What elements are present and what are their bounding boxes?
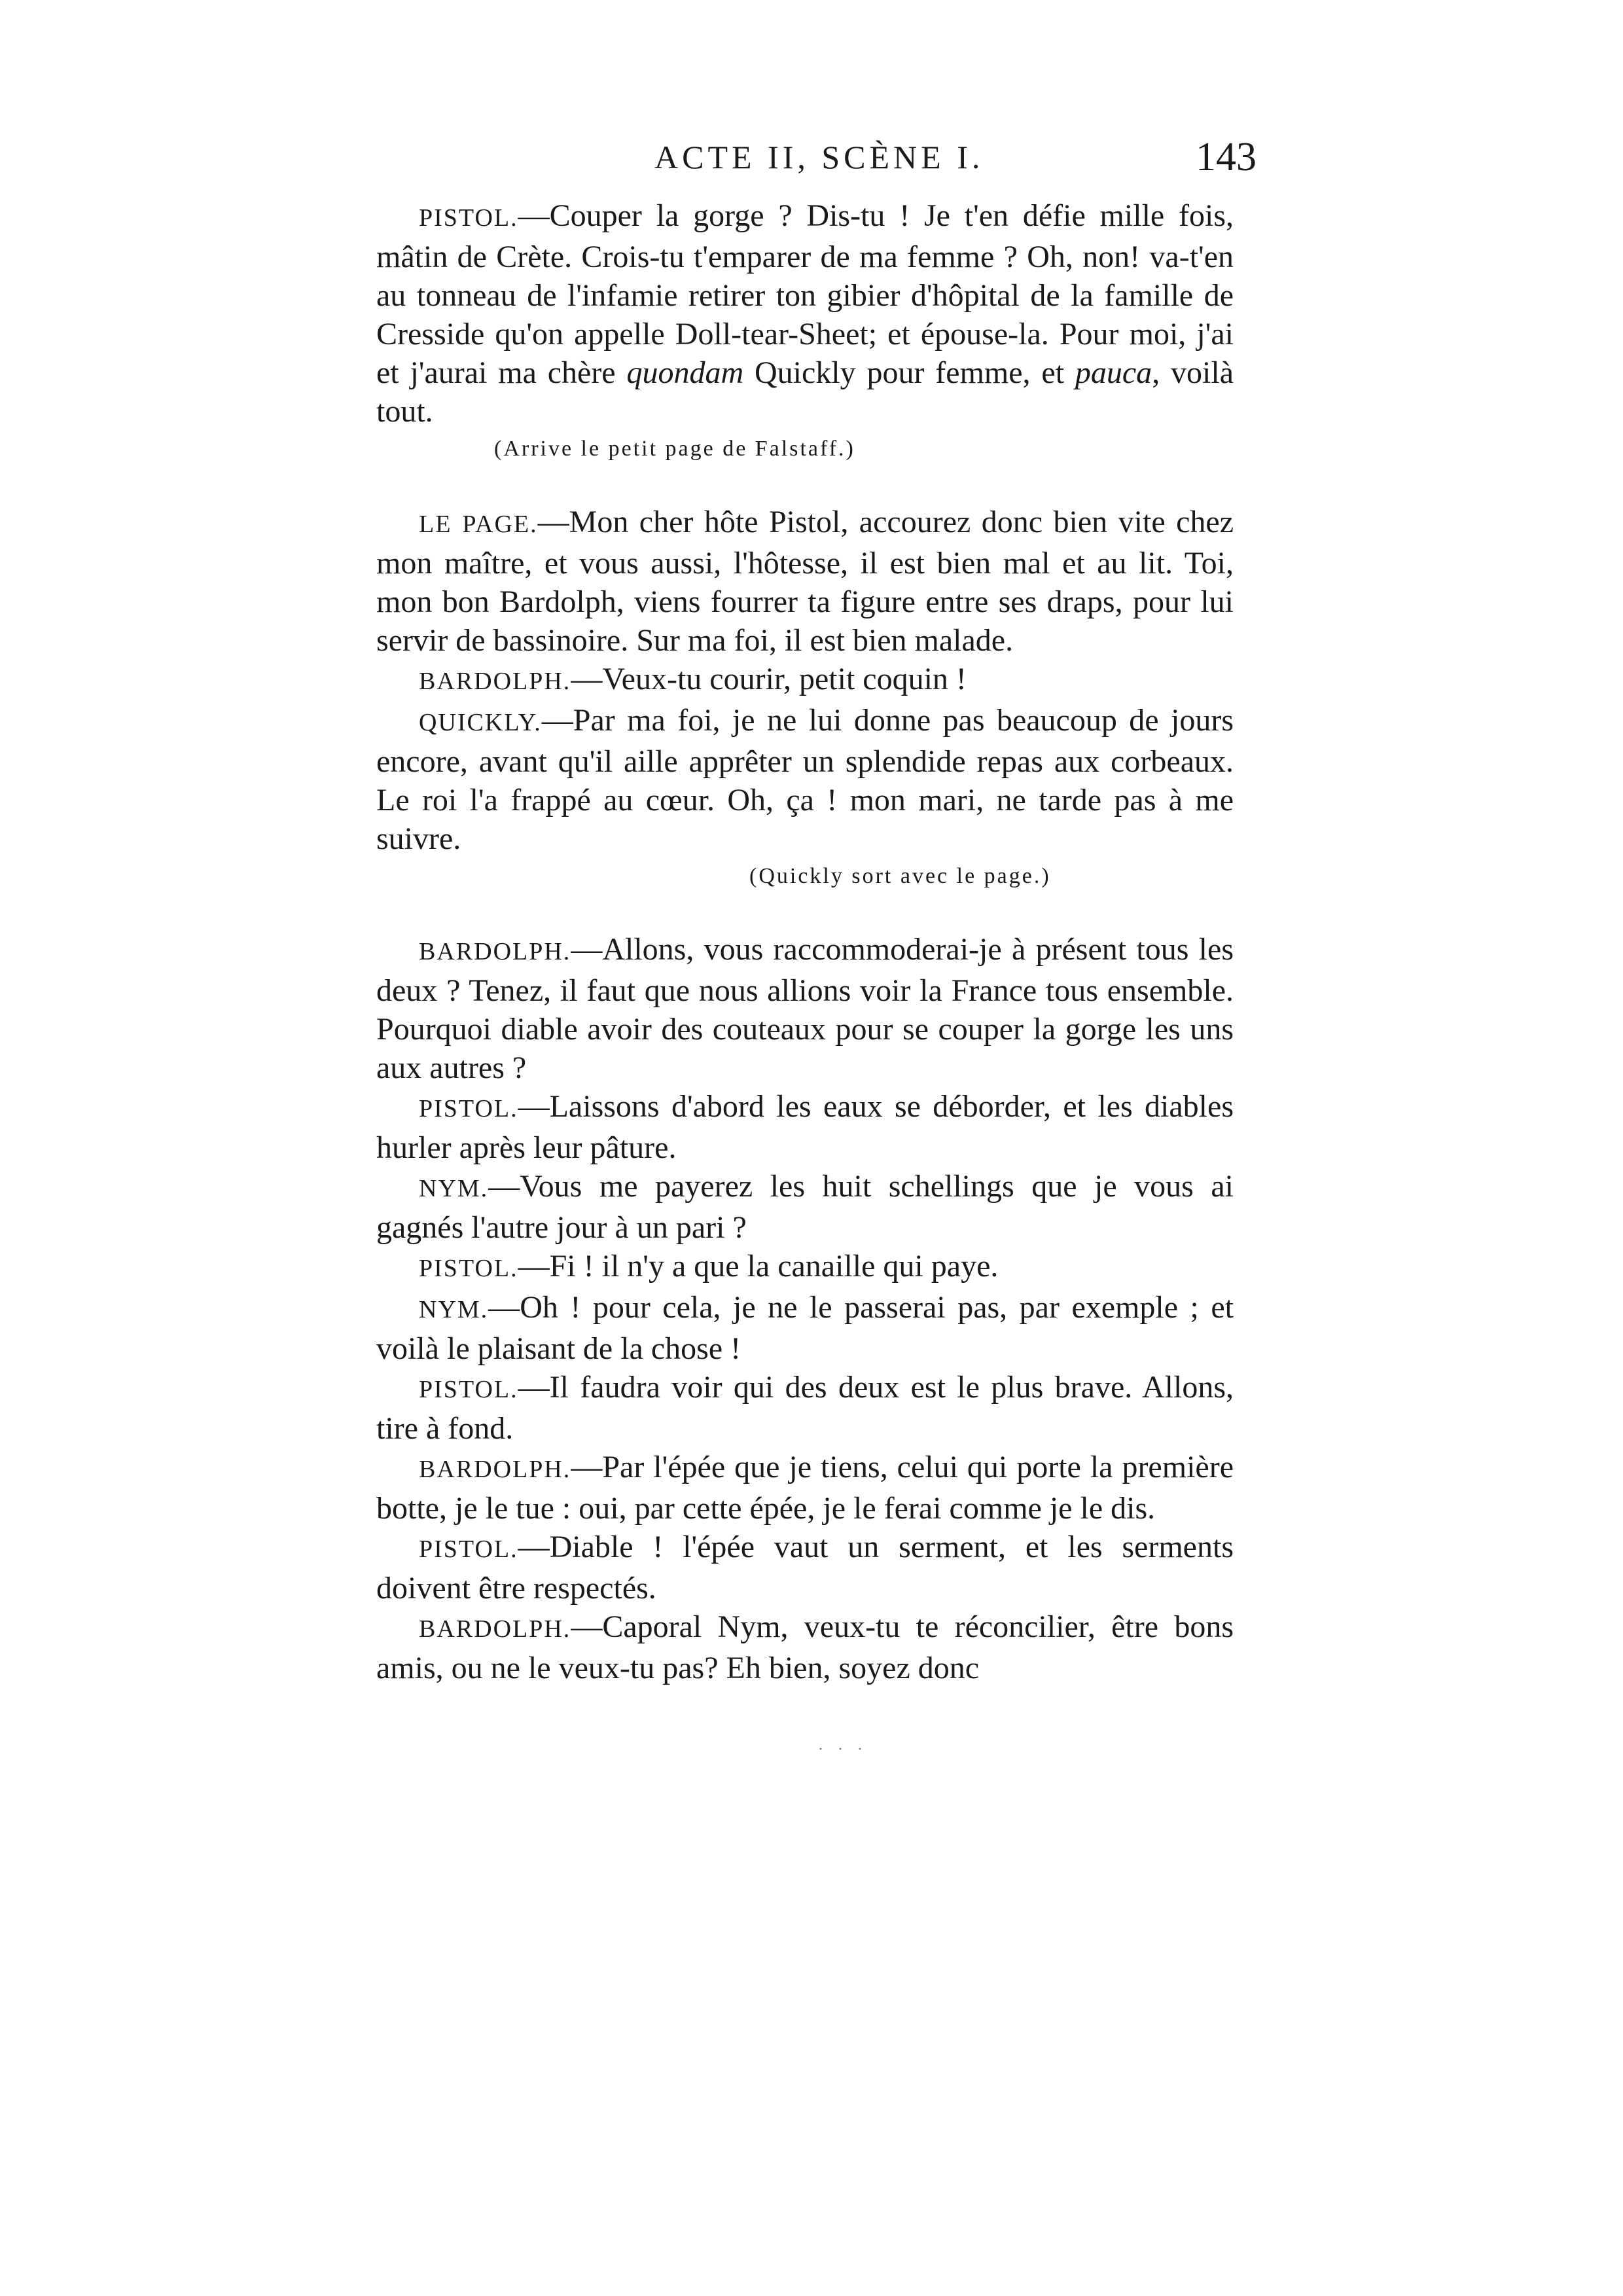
speaker-name: PISTOL. <box>419 1376 518 1403</box>
printer-mark: · · · <box>818 1741 868 1758</box>
speech-text: Mon cher hôte Pistol, accourez donc bien vite chez mon maître, et vous aussi, l'hôtesse, il est bien mal et au lit. Toi, mon bon Bardolph, viens fourrer ta figure entre ses draps, pour lui servir de bassinoire. Sur ma foi, il est bien malade. <box>376 505 1234 658</box>
speech-text: Il faudra voir qui des deux est le plus brave. Allons, tire à fond. <box>376 1370 1234 1446</box>
speaker-name: PISTOL. <box>419 1535 518 1563</box>
page-header <box>654 131 1257 183</box>
speech-dash: — <box>518 198 550 233</box>
speech-text-continued: Quickly pour femme, et <box>743 355 1075 390</box>
speaker-name: BARDOLPH. <box>419 1615 571 1643</box>
speech-text: Caporal Nym, veux-tu te réconcilier, être bons amis, ou ne le veux-tu pas? Eh bien, soyez donc <box>376 1609 1234 1685</box>
speech-nym-1 <box>376 1167 1234 1247</box>
speech-dash: — <box>518 1370 550 1405</box>
speaker-name: PISTOL. <box>419 1255 518 1282</box>
speech-text: Oh ! pour cela, je ne le passerai pas, par exemple ; et voilà le plaisant de la chose ! <box>376 1290 1234 1366</box>
running-head: ACTE II, SCÈNE I. <box>654 139 984 175</box>
speech-pistol-3 <box>376 1247 1234 1288</box>
speech-pistol-1 <box>376 196 1234 431</box>
speech-dash: — <box>537 505 569 539</box>
speech-dash: — <box>571 662 603 696</box>
speech-page <box>376 503 1234 660</box>
stage-direction-quickly-exits: (Quickly sort avec le page.) <box>749 864 1051 888</box>
speech-dash: — <box>518 1089 550 1124</box>
speech-dash: — <box>571 1450 603 1484</box>
speech-dash: — <box>518 1530 550 1564</box>
speech-bardolph-4 <box>376 1607 1234 1687</box>
speaker-name: QUICKLY. <box>419 709 542 736</box>
speech-text: Couper la gorge ? Dis-tu ! Je t'en défie mille fois, mâtin de Crète. Crois-tu t'emparer de ma femme ? Oh, non! va-t'en au tonneau de l'infamie retirer ton gibier d'hôpital de la famille de Cresside qu'on appelle Doll-tear-Sheet; et épouse-la. Pour moi, j'ai et j'aurai ma chère <box>376 198 1234 390</box>
stage-direction-page-arrives: (Arrive le petit page de Falstaff.) <box>494 437 855 461</box>
speech-text: Fi ! il n'y a que la canaille qui paye. <box>549 1249 999 1283</box>
play-text <box>376 196 1234 1687</box>
speech-dash: — <box>488 1169 520 1204</box>
speech-pistol-2 <box>376 1087 1234 1167</box>
speech-nym-2 <box>376 1288 1234 1368</box>
speaker-name: NYM. <box>419 1296 489 1323</box>
speech-text: Vous me payerez les huit schellings que je vous ai gagnés l'autre jour à un pari ? <box>376 1169 1234 1245</box>
speech-dash: — <box>488 1290 520 1325</box>
latin-word-pauca: pauca <box>1075 355 1152 390</box>
speech-quickly <box>376 701 1234 858</box>
speaker-name: LE PAGE. <box>419 511 538 538</box>
speech-bardolph-3 <box>376 1448 1234 1528</box>
speech-pistol-5 <box>376 1528 1234 1607</box>
speech-text: Veux-tu courir, petit coquin ! <box>602 662 967 696</box>
page-number: 143 <box>1196 135 1257 179</box>
speech-text: Allons, vous raccommoderai-je à présent tous les deux ? Tenez, il faut que nous allions voir la France tous ensemble. Pourquoi diable avoir des couteaux pour se couper la gorge les uns aux autres ? <box>376 932 1234 1085</box>
speech-bardolph-2 <box>376 930 1234 1087</box>
latin-word-quondam: quondam <box>626 355 744 390</box>
speaker-name: NYM. <box>419 1175 489 1202</box>
speaker-name: PISTOL. <box>419 1095 518 1122</box>
speech-dash: — <box>571 932 603 967</box>
speaker-name: BARDOLPH. <box>419 668 571 695</box>
speech-text: Par l'épée que je tiens, celui qui porte la première botte, je le tue : oui, par cette épée, je le ferai comme je le dis. <box>376 1450 1234 1526</box>
speech-text-end: , voilà tout. <box>376 355 1234 429</box>
speaker-name: PISTOL. <box>419 204 518 232</box>
speech-text: Par ma foi, je ne lui donne pas beaucoup de jours encore, avant qu'il aille apprêter un splendide repas aux corbeaux. Le roi l'a frappé au cœur. Oh, ça ! mon mari, ne tarde pas à me suivre. <box>376 703 1234 856</box>
speech-dash: — <box>518 1249 550 1283</box>
speech-text: Laissons d'abord les eaux se déborder, et les diables hurler après leur pâture. <box>376 1089 1234 1165</box>
speaker-name: BARDOLPH. <box>419 938 571 965</box>
speech-text: Diable ! l'épée vaut un serment, et les serments doivent être respectés. <box>376 1530 1234 1605</box>
speech-bardolph-1 <box>376 660 1234 701</box>
speech-dash: — <box>541 703 573 738</box>
speech-pistol-4 <box>376 1368 1234 1448</box>
speech-dash: — <box>571 1609 603 1644</box>
speaker-name: BARDOLPH. <box>419 1456 571 1483</box>
